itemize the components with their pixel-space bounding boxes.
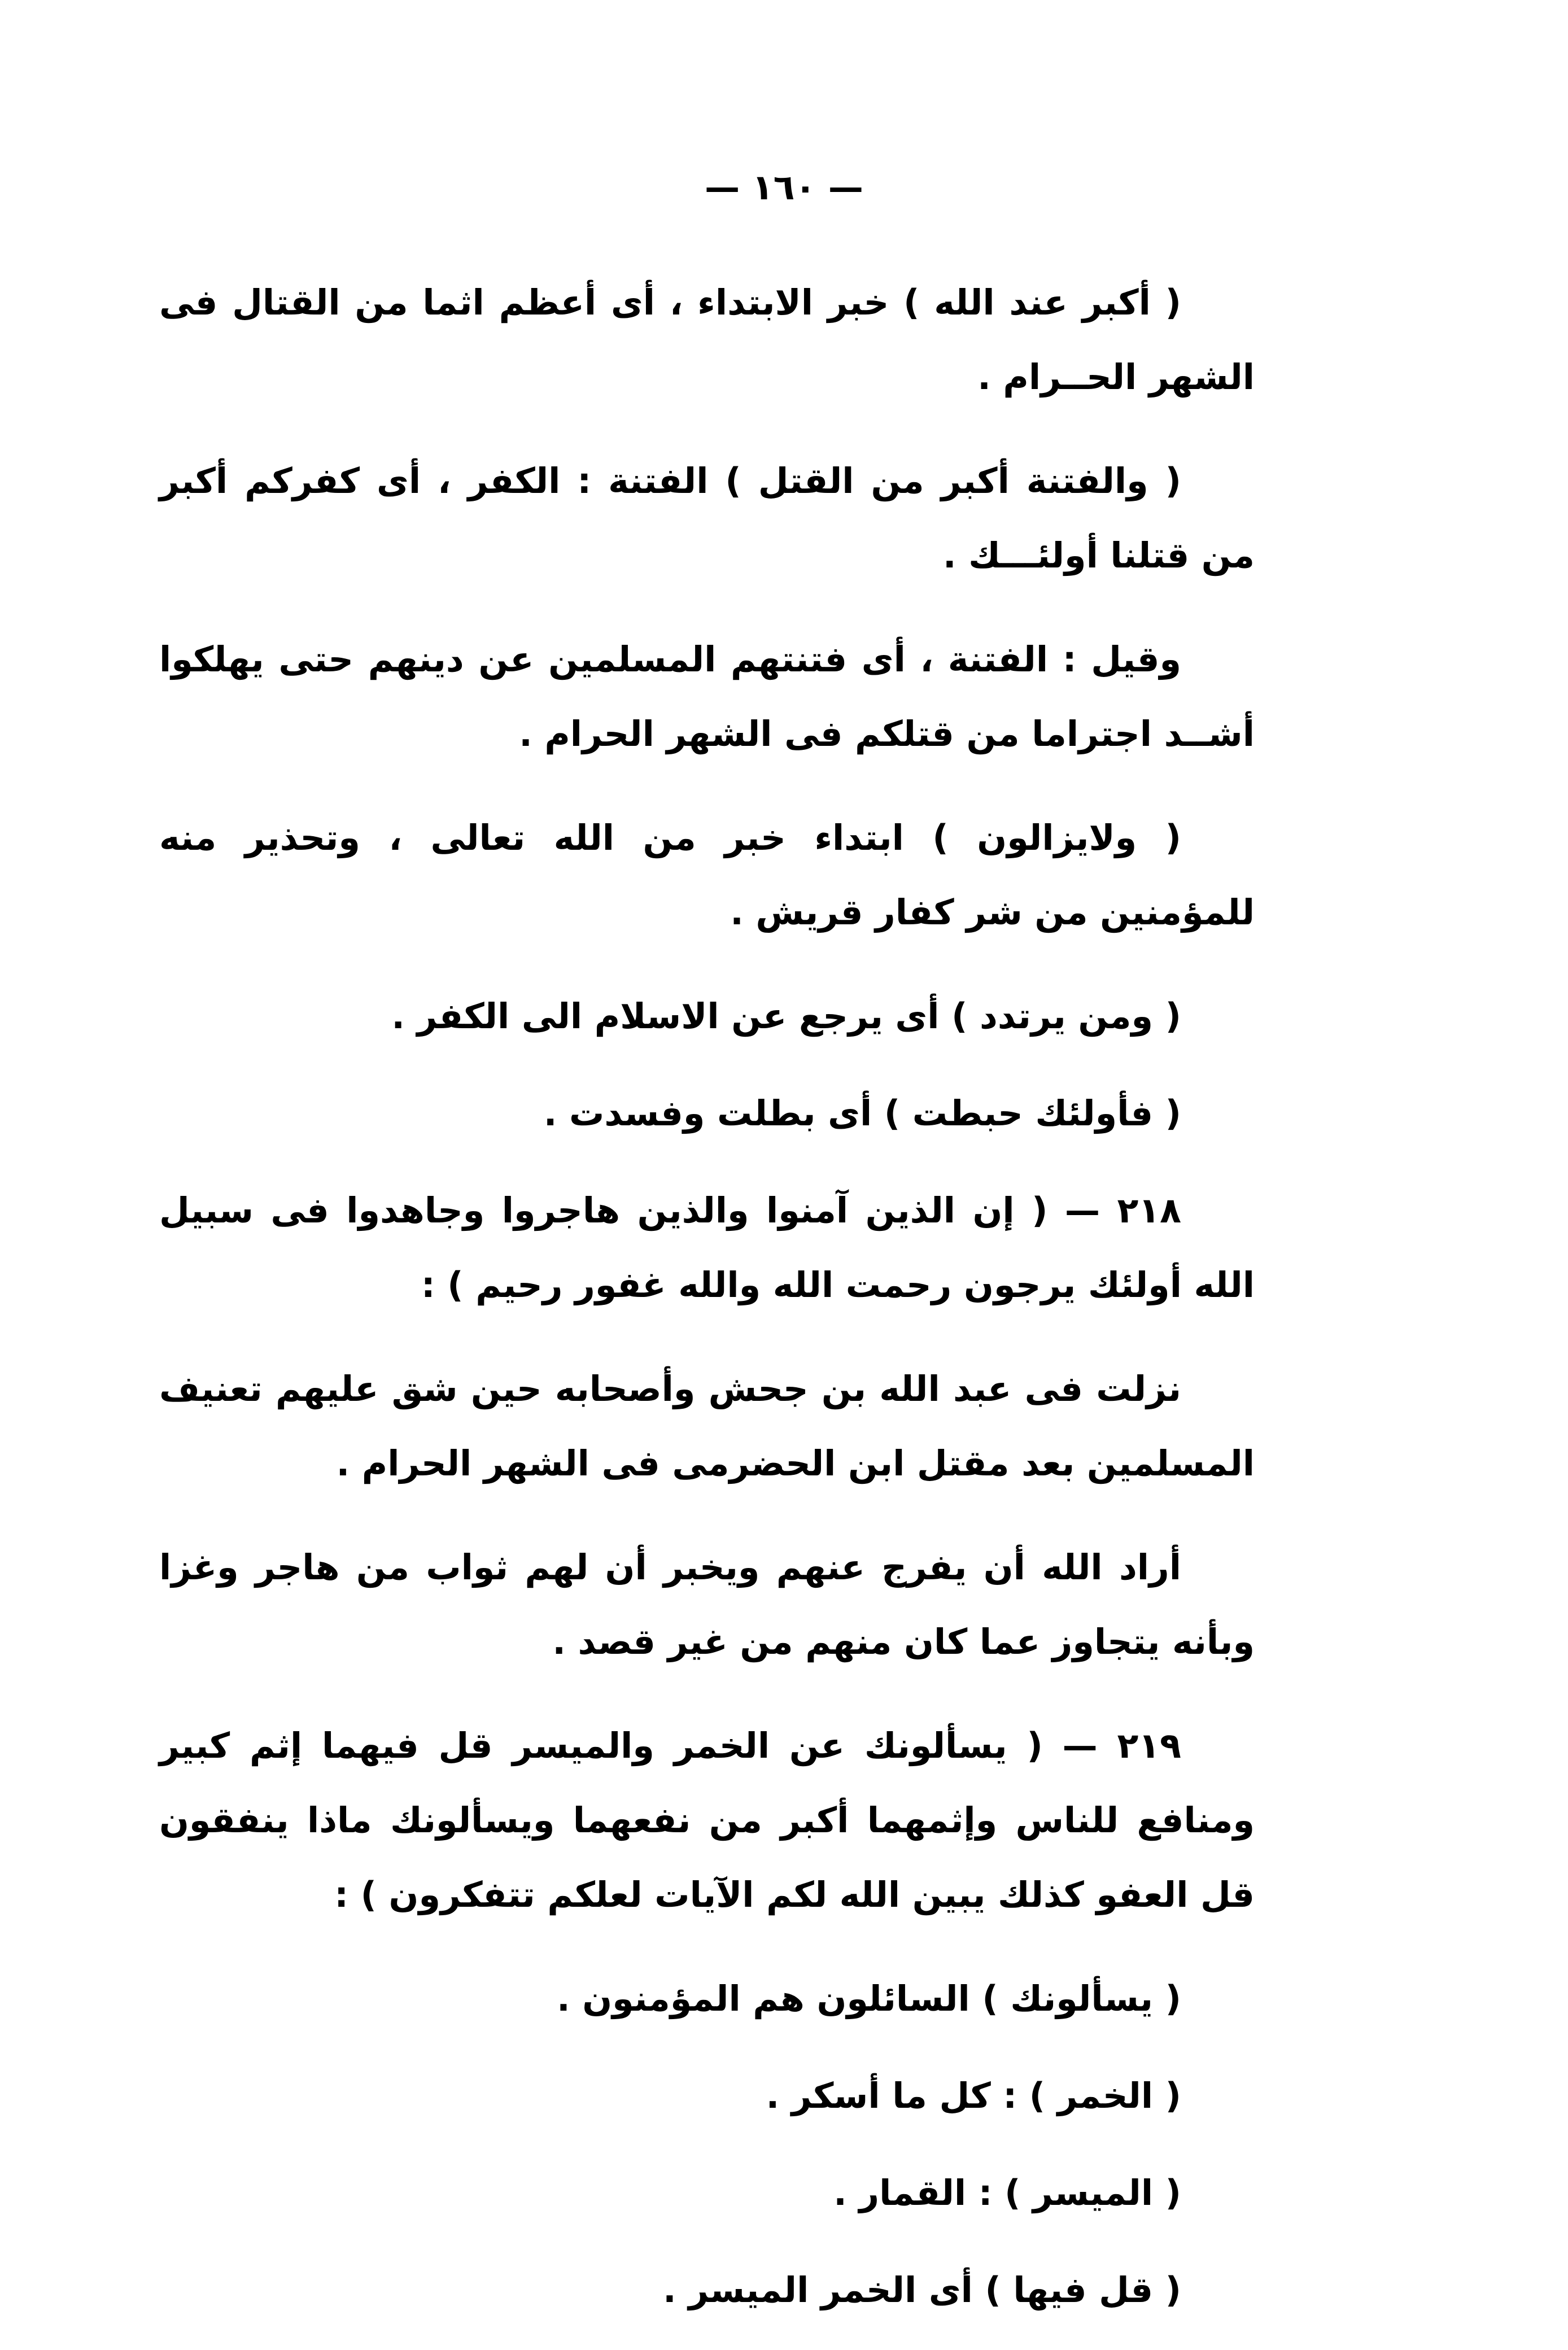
paragraph-text: نزلت فى عبد الله بن جحش وأصحابه حين شق عليهم تعنيف المسلمين بعد مقتل ابن الحضرمى فى الشهر الحرام . bbox=[159, 1368, 1255, 1484]
page-body bbox=[159, 265, 1255, 2350]
paragraph-wa-qila bbox=[159, 622, 1255, 771]
paragraph-text: ٢١٨ — ( إن الذين آمنوا والذين هاجروا وجاهدوا فى سبيل الله أولئك يرجون رحمت الله والله غفور رحيم ) : bbox=[159, 1190, 1255, 1305]
gloss-qul-fihima: ( قل فيها ) أى الخمر الميسر . bbox=[663, 2269, 1181, 2310]
verse-218 bbox=[159, 1173, 1255, 1322]
paragraph-text: ( أكبر عند الله ) خبر الابتداء ، أى أعظم اثما من القتال فى الشهر الحــرام . bbox=[159, 282, 1255, 398]
paragraph-text: وقيل : الفتنة ، أى فتنتهم المسلمين عن دينهم حتى يهلكوا أشــد اجتراما من قتلكم فى الشهر الحرام . bbox=[159, 639, 1255, 754]
paragraph-text: ( والفتنة أكبر من القتل ) الفتنة : الكفر ، أى كفركم أكبر من قتلنا أولئـــك . bbox=[159, 460, 1255, 576]
paragraph-text: أراد الله أن يفرج عنهم ويخبر أن لهم ثواب من هاجر وغزا وبأنه يتجاوز عما كان منهم من غير قصد . bbox=[159, 1547, 1255, 1662]
paragraph-fitna-akbar bbox=[159, 444, 1255, 593]
gloss-yasalunaka: ( يسألونك ) السائلون هم المؤمنون . bbox=[557, 1978, 1181, 2019]
paragraph-text: ( ولايزالون ) ابتداء خبر من الله تعالى ، وتحذير منه للمؤمنين من شر كفار قريش . bbox=[159, 817, 1255, 933]
verse-219 bbox=[159, 1709, 1255, 1932]
paragraph-wa-man-yartadid: ( ومن يرتدد ) أى يرجع عن الاسلام الى الكفر . bbox=[391, 995, 1181, 1037]
gloss-al-maysir: ( الميسر ) : القمار . bbox=[833, 2172, 1181, 2213]
paragraph-arada-allah bbox=[159, 1530, 1255, 1679]
page-number: — ١٦٠ — bbox=[705, 167, 863, 208]
paragraph-text: ٢١٩ — ( يسألونك عن الخمر والميسر قل فيهما إثم كبير ومنافع للناس وإثمهما أكبر من نفعهما ويسألونك ماذا ينفقون قل العفو كذلك يبين الله لكم الآيات لعلكم تتفكرون ) : bbox=[159, 1725, 1255, 1915]
paragraph-nazalat bbox=[159, 1352, 1255, 1501]
gloss-al-khamr: ( الخمر ) : كل ما أسكر . bbox=[766, 2075, 1181, 2116]
paragraph-fa-ulaika-habitat: ( فأولئك حبطت ) أى بطلت وفسدت . bbox=[543, 1093, 1181, 1134]
paragraph-akbar-inda-allah bbox=[159, 265, 1255, 414]
paragraph-wa-la-yazaluna bbox=[159, 801, 1255, 950]
